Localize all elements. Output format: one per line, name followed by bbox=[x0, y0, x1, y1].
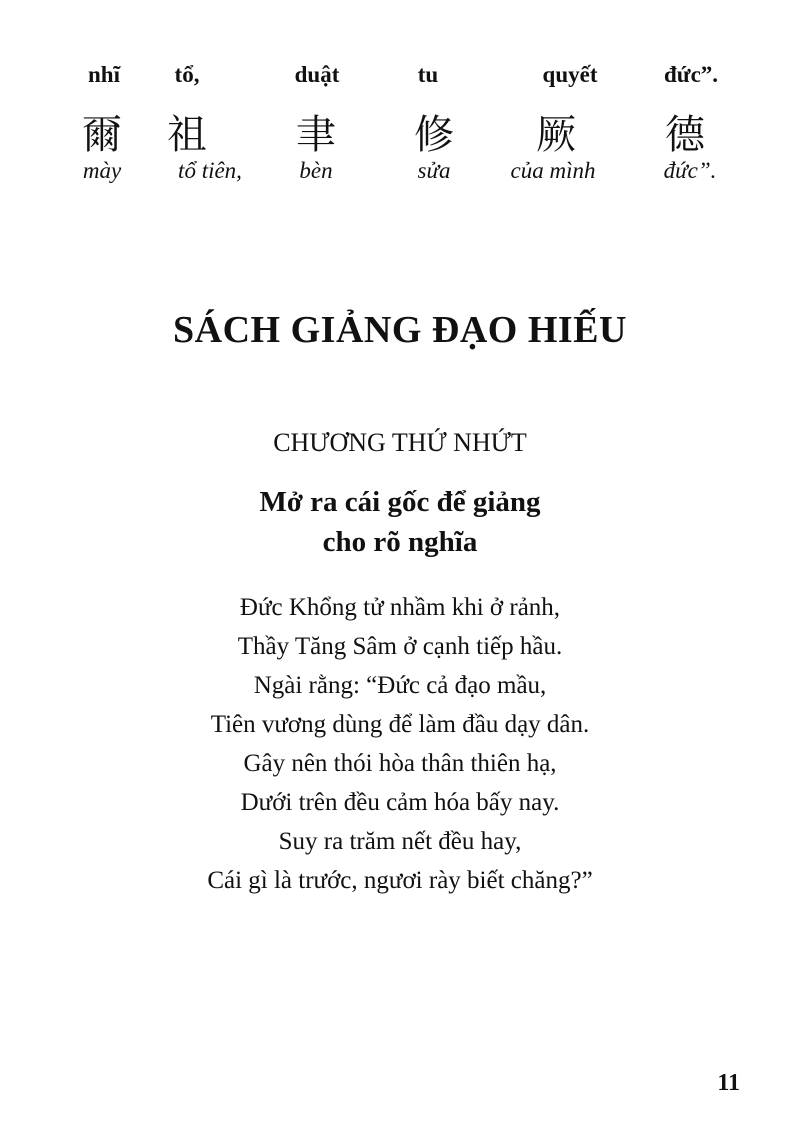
verse-line: Ngài rằng: “Đức cả đạo mầu, bbox=[253, 672, 547, 699]
han-character: 祖 bbox=[167, 112, 207, 158]
subtitle-line: Mở ra cái gốc để giảng bbox=[259, 486, 541, 518]
verse-line: Thầy Tăng Sâm ở cạnh tiếp hầu. bbox=[237, 633, 563, 660]
section-subtitle bbox=[0, 482, 800, 562]
gloss-romanized-word: đức”. bbox=[663, 62, 719, 87]
han-character: 厥 bbox=[536, 112, 576, 158]
gloss-translation-word: của mình bbox=[510, 158, 596, 183]
gloss-translation-word: mày bbox=[82, 158, 122, 183]
verse-line: Suy ra trăm nết đều hay, bbox=[278, 828, 522, 855]
han-character: 德 bbox=[665, 112, 705, 158]
verse-block bbox=[0, 588, 800, 900]
gloss-romanized-row bbox=[0, 62, 800, 102]
page-number: 11 bbox=[717, 1070, 740, 1096]
gloss-translation-word: sửa bbox=[417, 158, 451, 183]
gloss-romanized-word: quyết bbox=[542, 62, 598, 87]
gloss-translation-row bbox=[0, 158, 800, 198]
gloss-romanized-word: nhĩ bbox=[88, 62, 120, 87]
verse-line: Tiên vương dùng để làm đầu dạy dân. bbox=[210, 711, 590, 738]
verse-line: Dưới trên đều cảm hóa bấy nay. bbox=[240, 789, 560, 816]
chapter-heading: CHƯƠNG THỨ NHỨT bbox=[273, 428, 527, 457]
gloss-translation-word: đức”. bbox=[663, 158, 717, 183]
verse-line: Cái gì là trước, ngươi rày biết chăng?” bbox=[207, 867, 593, 894]
gloss-romanized-word: tu bbox=[417, 62, 439, 87]
gloss-translation-word: tổ tiên, bbox=[178, 158, 242, 183]
subtitle-line: cho rõ nghĩa bbox=[322, 526, 478, 558]
gloss-han-row bbox=[0, 103, 800, 158]
han-character: 爾 bbox=[82, 112, 122, 158]
verse-line: Đức Khổng tử nhầm khi ở rảnh, bbox=[239, 594, 561, 621]
han-character: 修 bbox=[414, 112, 454, 158]
gloss-translation-word: bèn bbox=[299, 158, 333, 183]
gloss-romanized-word: duật bbox=[294, 62, 340, 87]
page-title: SÁCH GIẢNG ĐẠO HIẾU bbox=[173, 309, 627, 351]
gloss-romanized-word: tổ, bbox=[174, 62, 200, 87]
han-character: 聿 bbox=[296, 112, 336, 158]
verse-line: Gây nên thói hòa thân thiên hạ, bbox=[243, 750, 557, 777]
